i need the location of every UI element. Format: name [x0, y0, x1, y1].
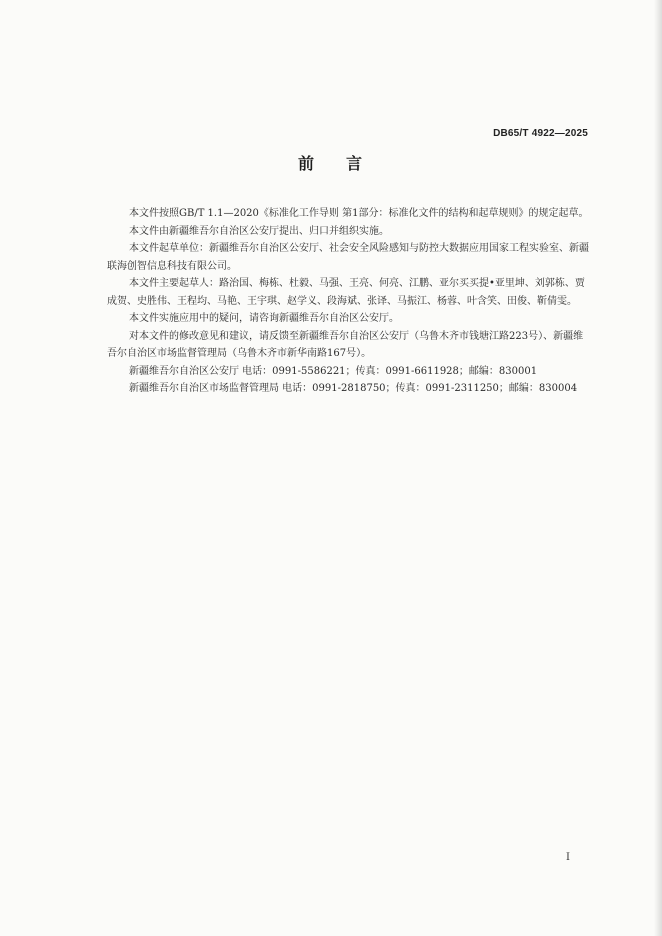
paragraph-drafters: 本文件主要起草人：路治国、梅栋、杜毅、马强、王亮、何亮、江鹏、亚尔买买提•亚里坤、刘郭栋、贾成贺、史胜伟、王程均、马艳、王宇琪、赵学义、段海斌、张译、马振江、杨蓉、叶含笑、田俊、靳倩雯。 — [107, 278, 585, 307]
title-char-1: 前 — [297, 154, 316, 173]
paragraph-proposer: 本文件由新疆维吾尔自治区公安厅提出、归口并组织实施。 — [129, 225, 389, 237]
title-char-2: 言 — [346, 154, 365, 173]
page-number: I — [566, 852, 570, 863]
paragraph-drafting-units: 本文件起草单位：新疆维吾尔自治区公安厅、社会安全风险感知与防控大数据应用国家工程实验室、新疆联海创智信息科技有限公司。 — [107, 243, 589, 272]
contact-line-market-supervision: 新疆维吾尔自治区市场监督管理局 电话：0991-2818750；传真：0991-2311250；邮编：830004 — [129, 383, 578, 394]
document-code: DB65/T 4922—2025 — [493, 128, 588, 139]
contact-line-public-security: 新疆维吾尔自治区公安厅 电话：0991-5586221；传真：0991-6611928；邮编：830001 — [129, 365, 538, 377]
foreword-body — [107, 205, 593, 398]
scan-edge-shadow — [654, 0, 662, 936]
paragraph-drafting-rules: 本文件按照GB/T 1.1—2020《标准化工作导则 第1部分：标准化文件的结构和起草规则》的规定起草。 — [129, 208, 589, 219]
paragraph-feedback: 对本文件的修改意见和建议，请反馈至新疆维吾尔自治区公安厅（乌鲁木齐市钱塘江路223号）、新疆维吾尔自治区市场监督管理局（乌鲁木齐市新华南路167号）。 — [107, 330, 584, 359]
page-title — [0, 151, 662, 174]
paragraph-inquiries: 本文件实施应用中的疑问，请咨询新疆维吾尔自治区公安厅。 — [129, 313, 399, 324]
